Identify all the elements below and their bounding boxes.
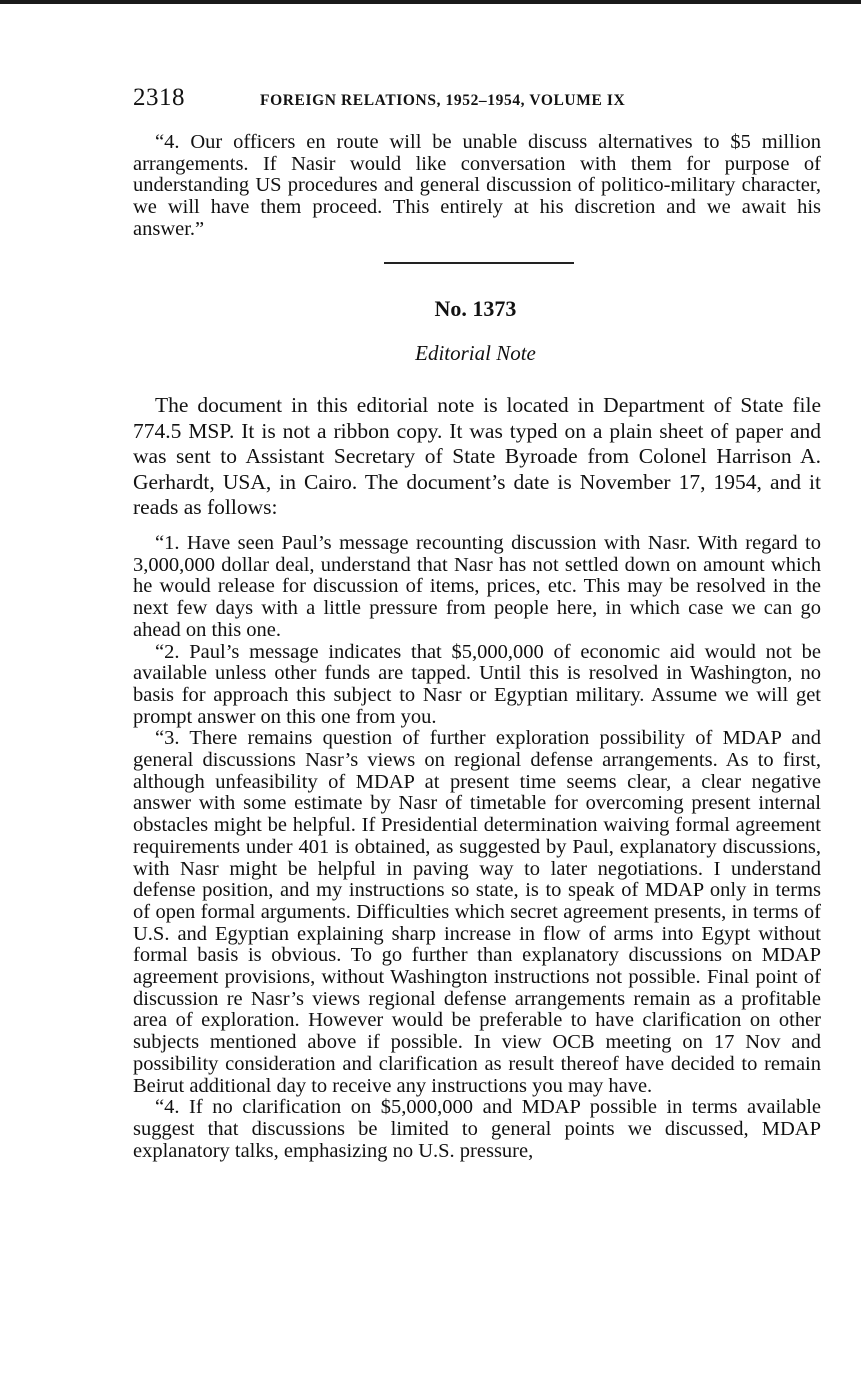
page-top-edge — [0, 0, 861, 4]
quoted-paragraph-1: “1. Have seen Paul’s message recounting discussion with Nasr. With regard to 3,000,000 dollar deal, understand that Nasr has not settled down on amount which he would release for discussion of items, prices, etc. This may be resolved in the next few days with a little pressure from people here, in which case we can go ahead on this one. — [133, 532, 821, 641]
quoted-paragraph-3: “3. There remains question of further exploration possibility of MDAP and general discussions Nasr’s views on regional defense arrangements. As to first, although unfeasibility of MDAP at present time seems clear, a clear negative answer with some estimate by Nasr of timetable for overcoming present internal obstacles might be helpful. If Presidential determination waiving formal agreement requirements under 401 is obtained, as suggested by Paul, explanatory discussions, with Nasr might be helpful in paving way to later negotiations. I understand defense position, and my instructions so state, is to speak of MDAP only in terms of open formal arguments. Difficulties which secret agreement presents, in terms of U.S. and Egyptian explaining sharp increase in flow of arms into Egypt without formal basis is obvious. To go further than explanatory discussions on MDAP agreement provisions, without Washington instructions not possible. Final point of discussion re Nasr’s views regional defense arrangements remain as a profitable area of exploration. However would be preferable to have clarification on other subjects mentioned above if possible. In view OCB meeting on 17 Nov and possibility consideration and clarification as result thereof have decided to remain Beirut additional day to receive any instructions you may have. — [133, 727, 821, 1097]
page-number: 2318 — [133, 84, 185, 111]
intro-paragraph: The document in this editorial note is located in Department of State file 774.5 MSP. It is not a ribbon copy. It was typed on a plain sheet of paper and was sent to Assistant Secretary of State Byroade from Colonel Harrison A. Gerhardt, USA, in Cairo. The document’s date is November 17, 1954, and it reads as follows: — [133, 393, 821, 520]
quoted-message — [133, 533, 821, 1162]
quoted-paragraph-4: “4. If no clarification on $5,000,000 and MDAP possible in terms available suggest that discussions be limited to general points we discussed, MDAP explanatory talks, emphasizing no U.S. pressure, — [133, 1096, 821, 1162]
document-heading: Editorial Note — [415, 341, 536, 365]
volume-title: FOREIGN RELATIONS, 1952–1954, VOLUME IX — [260, 92, 626, 109]
continued-quote-block — [133, 132, 821, 241]
section-divider — [384, 262, 574, 264]
document-number: No. 1373 — [434, 296, 517, 321]
editorial-intro — [133, 393, 821, 521]
quoted-paragraph-2: “2. Paul’s message indicates that $5,000,000 of economic aid would not be available unless other funds are tapped. Until this is resolved in Washington, no basis for approach this subject to Nasr or Egyptian military. Assume we will get prompt answer on this one from you. — [133, 640, 821, 728]
continued-quote-paragraph: “4. Our officers en route will be unable discuss alternatives to $5 million arrangements. If Nasir would like conversation with them for purpose of understanding US procedures and general discussion of politico-military character, we will have them proceed. This entirely at his discretion and we await his answer.” — [133, 131, 821, 240]
running-head — [133, 84, 823, 118]
